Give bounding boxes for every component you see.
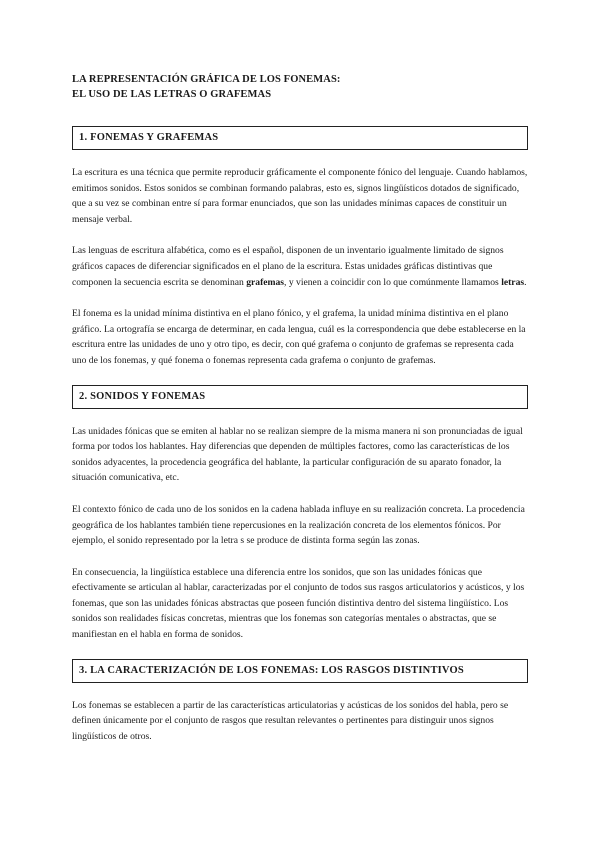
section-3-paragraph-1: Los fonemas se establecen a partir de las características articulatorias y acústicas de los sonidos del habla, pero se definen únicamente por el conjunto de rasgos que resultan relevantes o pertinentes para distinguir unos signos lingüísticos de otros. xyxy=(72,699,509,742)
document-page xyxy=(72,72,528,758)
section-2-paragraph-3: En consecuencia, la lingüística establece una diferencia entre los sonidos, que son las unidades fónicas que efectivamente se articulan al hablar, caracterizadas por el conjunto de todos sus rasgos articulatorios y acústicos, y los fonemas, que son las unidades fónicas abstractas que poseen función distintiva dentro del sistema lingüístico. Los sonidos son realidades físicas concretas, mientras que los fonemas son categorías mentales o abstractas, que se manifiestan en el habla en forma de sonidos. xyxy=(72,566,525,641)
section-1-heading: 1. FONEMAS Y GRAFEMAS xyxy=(72,126,528,150)
paragraph-text: . xyxy=(524,276,527,288)
section-3-heading: 3. LA CARACTERIZACIÓN DE LOS FONEMAS: LOS RASGOS DISTINTIVOS xyxy=(72,659,528,683)
paragraph-text: , y vienen a coincidir con lo que comúnmente llamamos xyxy=(284,276,502,288)
title-line-1: LA REPRESENTACIÓN GRÁFICA DE LOS FONEMAS: xyxy=(72,74,341,85)
bold-term-grafemas: grafemas xyxy=(246,276,285,288)
section-1-paragraph-3: El fonema es la unidad mínima distintiva en el plano fónico, y el grafema, la unidad mínima distintiva en el plano gráfico. La ortografía se encarga de determinar, en cada lengua, cuál es la correspondencia que debe establecerse en la escritura entre las unidades de uno y otro tipo, es decir, con qué grafema o conjunto de grafemas se representa cada uno de los fonemas, y qué fonema o fonemas representa cada grafema o conjunto de grafemas. xyxy=(72,308,526,366)
section-2-paragraph-1: Las unidades fónicas que se emiten al hablar no se realizan siempre de la misma manera ni son pronunciadas de igual forma por todos los hablantes. Hay diferencias que dependen de múltiples factores, como las características de los sonidos adyacentes, la procedencia geográfica del hablante, la particular configuración de su aparato fonador, la situación comunicativa, etc. xyxy=(72,425,523,484)
section-1-paragraph-1: La escritura es una técnica que permite reproducir gráficamente el componente fónico del lenguaje. Cuando hablamos, emitimos sonidos. Estos sonidos se combinan formando palabras, esto es, signos lingüísticos dotados de significado, que a su vez se combinan entre sí para formar enunciados, que son las unidades mínimas capaces de constituir un mensaje verbal. xyxy=(72,167,528,225)
section-2-paragraph-2: El contexto fónico de cada uno de los sonidos en la cadena hablada influye en su realización concreta. La procedencia geográfica de los hablantes también tiene repercusiones en la realización concreta de los elementos fónicos. Por ejemplo, el sonido representado por la letra s se produce de distinta forma según las zonas. xyxy=(72,503,525,547)
document-title xyxy=(72,72,528,102)
title-line-2: EL USO DE LAS LETRAS O GRAFEMAS xyxy=(72,89,272,100)
section-2-heading: 2. SONIDOS Y FONEMAS xyxy=(72,385,528,409)
bold-term-letras: letras xyxy=(501,276,525,288)
paragraph-text: Las lenguas de escritura alfabética, como es el español, disponen de un inventario igualmente limitado de signos gráficos capaces de diferenciar significados en el plano de la escritura. Estas unidades gráficas distintivas que componen la secuencia escrita se denominan xyxy=(72,245,504,288)
section-1-paragraph-2 xyxy=(72,243,528,290)
